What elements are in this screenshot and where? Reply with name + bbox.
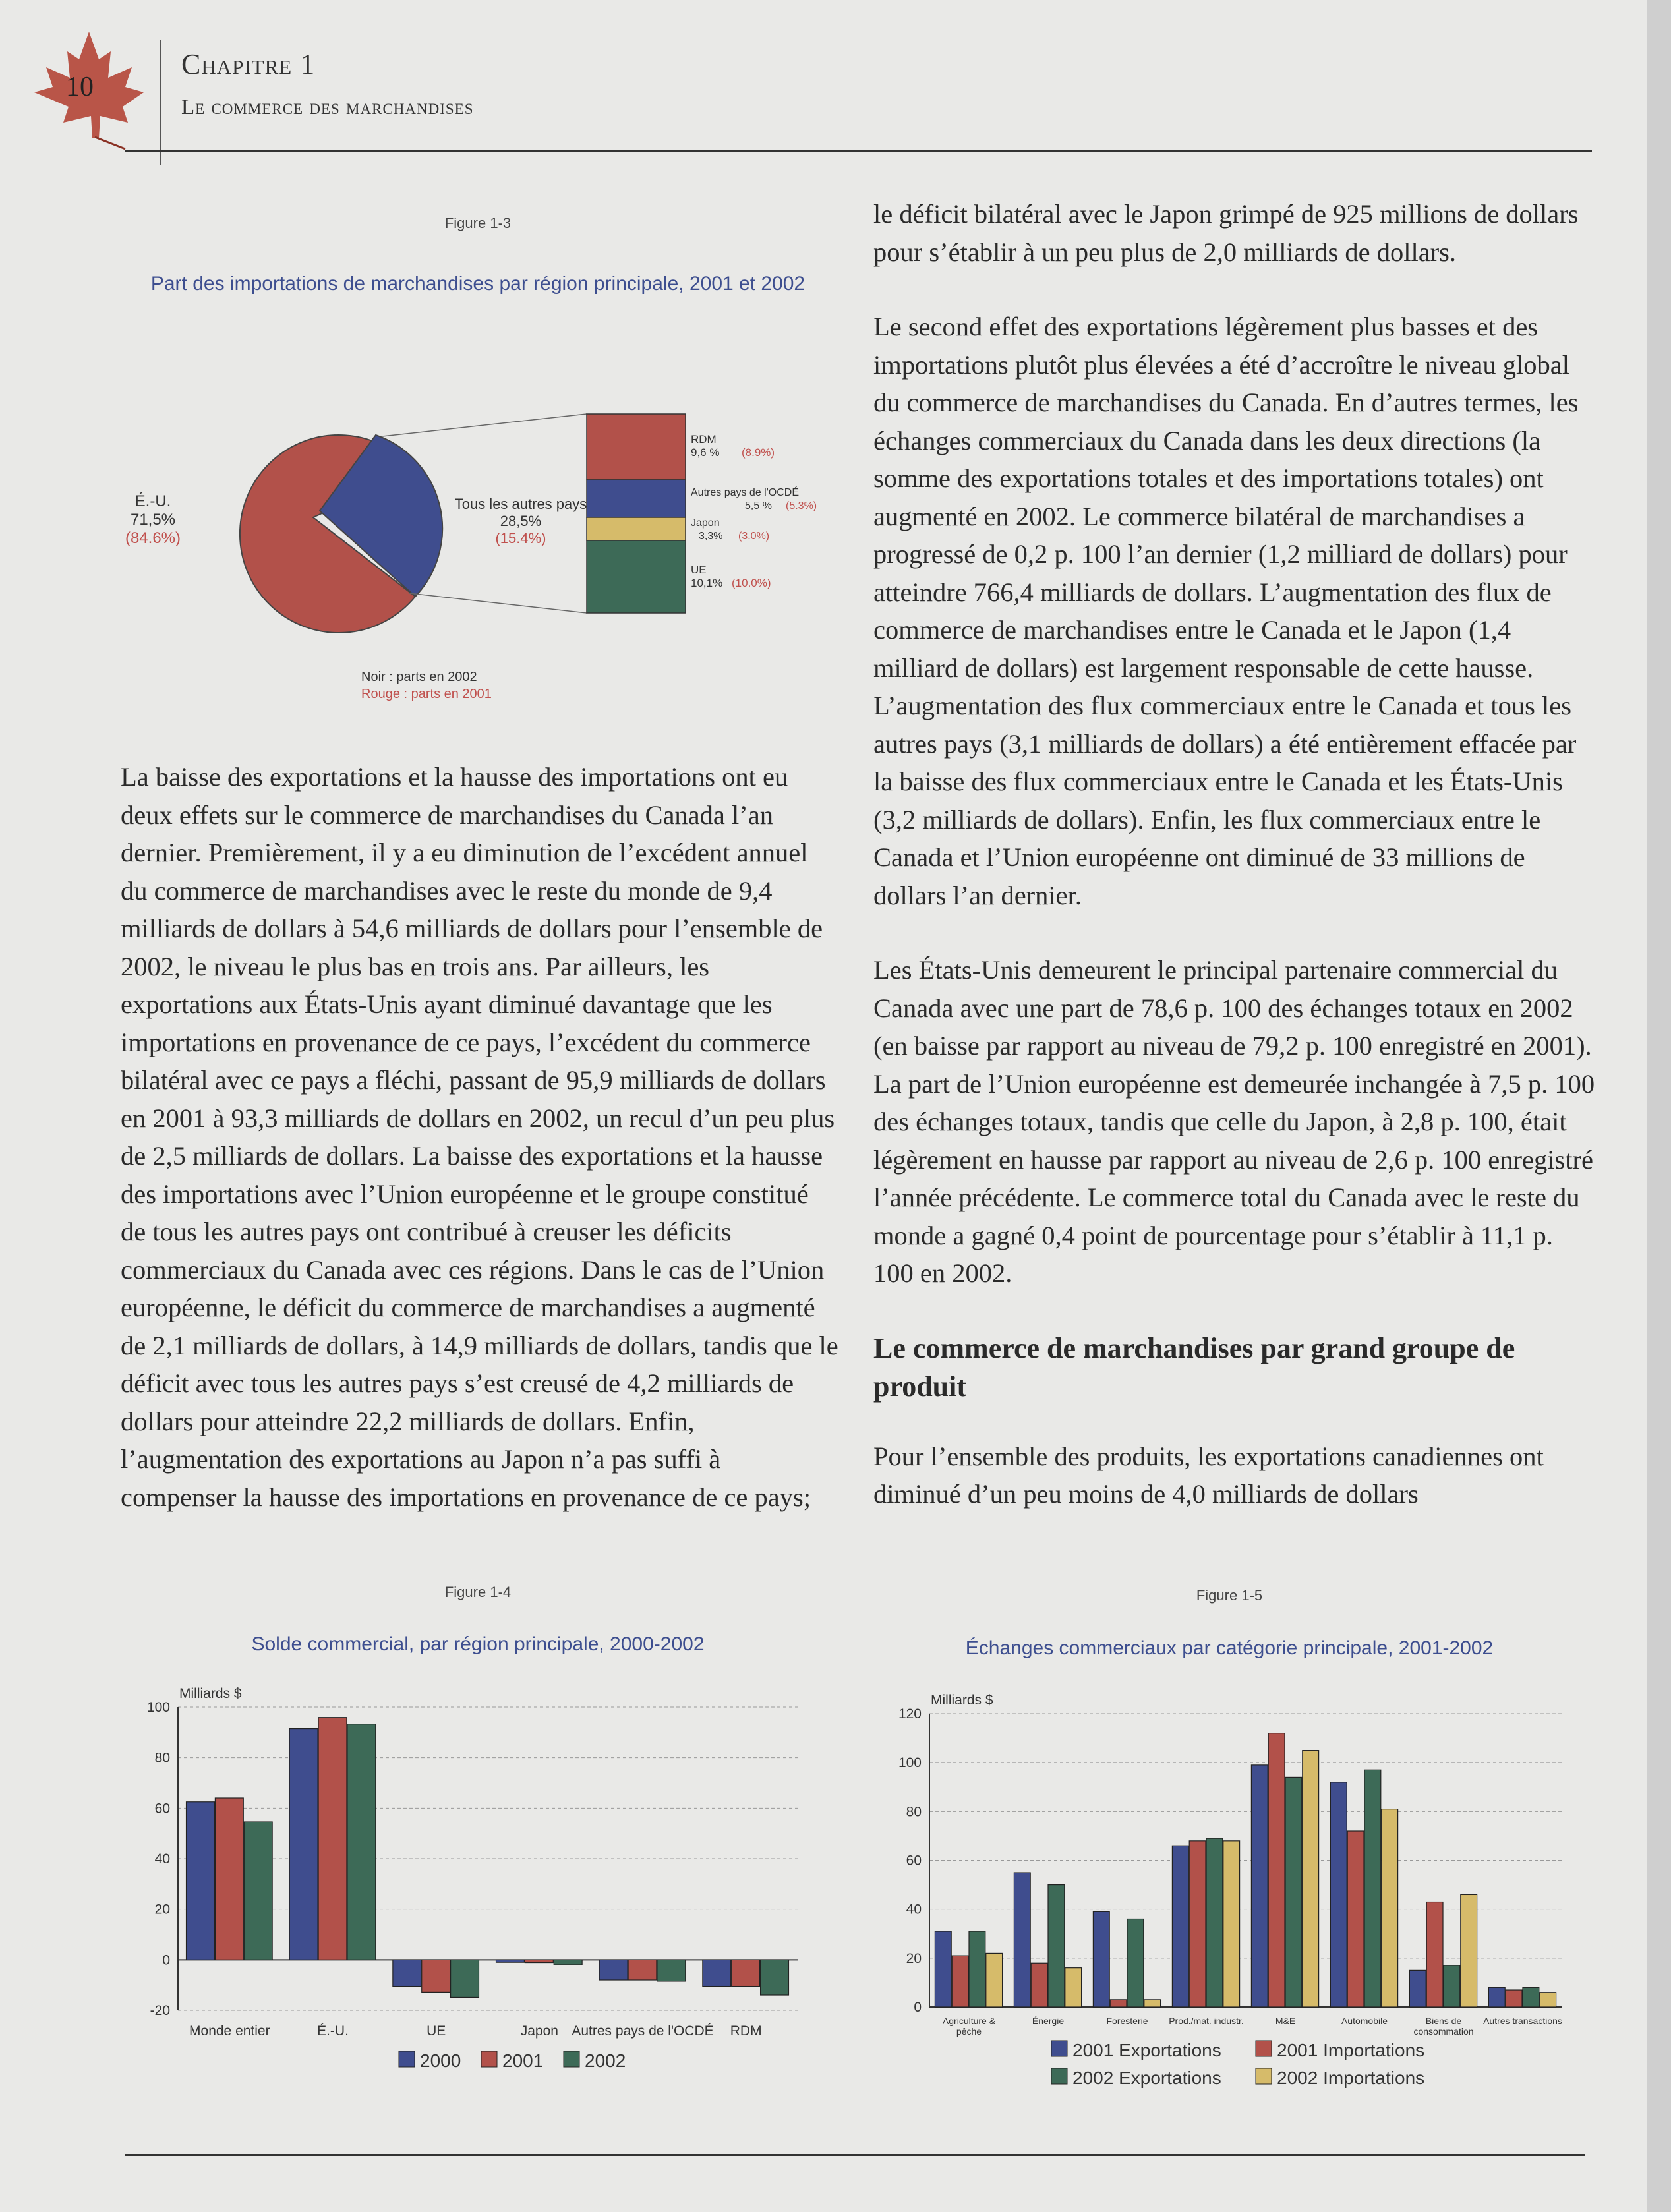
balance-bar xyxy=(347,1724,376,1960)
us-share-2001: (84.6%) xyxy=(125,529,181,547)
category-label: Agriculture & xyxy=(942,2016,996,2026)
legend-swatch xyxy=(1051,2068,1067,2084)
others-label: Tous les autres pays xyxy=(454,496,587,512)
bar-segment-ue xyxy=(587,540,686,613)
japon-share-2002: 3,3% xyxy=(699,531,723,542)
legend-swatch xyxy=(399,2051,415,2067)
category-label: Japon xyxy=(520,2023,558,2039)
y-tick-label: 40 xyxy=(906,1902,922,1917)
bar-segment-rdm xyxy=(587,414,686,480)
y-tick-label: 60 xyxy=(906,1853,922,1869)
note-2001: Rouge : parts en 2001 xyxy=(361,687,492,701)
balance-bar xyxy=(215,1798,243,1960)
category-bar xyxy=(1426,1902,1443,2007)
balance-bar xyxy=(318,1718,347,1960)
left-column xyxy=(121,758,839,1553)
category-bar xyxy=(969,1931,985,2007)
note-2002: Noir : parts en 2002 xyxy=(361,670,477,684)
oecd-share-2001: (5.3%) xyxy=(786,500,817,511)
legend-label: 2001 Importations xyxy=(1277,2040,1425,2060)
balance-bar xyxy=(525,1960,553,1962)
legend-swatch xyxy=(1051,2041,1067,2056)
category-bar xyxy=(1206,1838,1223,2007)
y-axis-title: Milliards $ xyxy=(179,1686,242,1701)
category-bar xyxy=(1014,1873,1030,2007)
y-axis-title: Milliards $ xyxy=(931,1693,993,1708)
figure-1-3-chart xyxy=(119,395,870,633)
balance-bar xyxy=(244,1822,272,1960)
category-bar xyxy=(1251,1765,1268,2007)
balance-bar xyxy=(703,1960,731,1986)
legend-label: 2001 xyxy=(502,2051,544,2071)
category-bar xyxy=(1461,1894,1477,2007)
oecd-share-2002: 5,5 % xyxy=(745,500,772,511)
legend-label: 2000 xyxy=(420,2051,461,2071)
category-label: Autres pays de l'OCDÉ xyxy=(572,2023,714,2039)
category-bar xyxy=(1189,1841,1206,2007)
category-bar xyxy=(1285,1777,1302,2007)
header-divider xyxy=(160,40,161,165)
figure-1-4-title: Solde commercial, par région principale, 2000-2002 xyxy=(251,1633,705,1655)
category-label: Prod./mat. industr. xyxy=(1169,2016,1244,2026)
us-label: É.-U. xyxy=(134,492,171,510)
y-tick-label: -20 xyxy=(150,2003,170,2018)
y-tick-label: 20 xyxy=(154,1902,170,1917)
category-label: É.-U. xyxy=(317,2023,349,2039)
category-bar xyxy=(1330,1782,1347,2007)
y-tick-label: 0 xyxy=(162,1952,170,1968)
chapter-subtitle: Le commerce des marchandises xyxy=(181,96,474,119)
category-label: pêche xyxy=(956,2026,982,2037)
section-heading: Le commerce de marchandises par grand groupe de produit xyxy=(873,1331,1515,1403)
page-edge xyxy=(1647,0,1671,2212)
category-label: Foresterie xyxy=(1106,2016,1148,2026)
category-bar xyxy=(1048,1885,1065,2007)
category-bar xyxy=(1506,1990,1522,2007)
category-bar xyxy=(1127,1919,1144,2008)
y-tick-label: 100 xyxy=(146,1700,170,1715)
category-label: consommation xyxy=(1413,2026,1474,2037)
category-bar xyxy=(986,1953,1003,2007)
legend-label: 2001 Exportations xyxy=(1072,2040,1221,2060)
legend-swatch xyxy=(564,2051,579,2067)
category-label: RDM xyxy=(730,2023,762,2039)
category-bar xyxy=(1223,1841,1240,2007)
footer-rule xyxy=(125,2154,1585,2156)
oecd-label: Autres pays de l'OCDÉ xyxy=(691,487,800,498)
category-label: Autres transactions xyxy=(1483,2016,1562,2026)
category-bar xyxy=(1347,1831,1364,2007)
trade-balance-chart xyxy=(132,1674,831,2083)
category-bar xyxy=(1303,1751,1319,2007)
pie-bar-chart xyxy=(119,395,870,633)
connector-bottom xyxy=(409,593,587,613)
balance-bar xyxy=(732,1960,760,1986)
japon-label: Japon xyxy=(691,517,720,529)
category-bar xyxy=(952,1956,968,2007)
legend-label: 2002 xyxy=(585,2051,626,2071)
category-label: Biens de xyxy=(1425,2016,1462,2026)
category-bar xyxy=(1110,2000,1127,2007)
rdm-share-2001: (8.9%) xyxy=(742,446,775,459)
legend-swatch xyxy=(1256,2068,1272,2084)
y-tick-label: 120 xyxy=(898,1706,922,1722)
paragraph-1: le déficit bilatéral avec le Japon grimpé de 925 millions de dollars pour s’établir à un peu plus de 2,0 milliards de dollars. xyxy=(873,199,1579,267)
category-bar xyxy=(1488,1987,1505,2007)
category-label: Monde entier xyxy=(189,2023,270,2039)
legend-label: 2002 Exportations xyxy=(1072,2068,1221,2088)
category-label: UE xyxy=(426,2023,446,2039)
y-tick-label: 40 xyxy=(154,1851,170,1867)
y-tick-label: 20 xyxy=(906,1950,922,1966)
ue-share-2001: (10.0%) xyxy=(732,577,771,589)
us-share-2002: 71,5% xyxy=(130,511,176,529)
y-tick-label: 80 xyxy=(906,1804,922,1820)
figure-1-5-label: Figure 1-5 xyxy=(1196,1587,1263,1604)
category-bar xyxy=(1144,2000,1161,2007)
paragraph-2: Le second effet des exportations légèrement plus basses et des importations plutôt plus élevées a été d’accroître le niveau global du commerce de marchandises du Canada. En d’autres termes, les échanges commerciaux du Canada dans les deux directions (la somme des exportations totales et des importations totales) ont augmenté en 2002. Le commerce bilatéral de marchandises a progressé de 0,2 p. 100 l’an dernier (1,2 milliard de dollars) pour atteindre 766,4 milliards de dollars. L’augmentation des flux de commerce de marchandises entre le Canada et le Japon (1,4 milliard de dollars) est largement responsable de cette hausse. L’augmentation des flux commerciaux entre le Canada et tous les autres pays (3,1 milliards de dollars) a été entièrement effacée par la baisse des flux commerciaux entre le Canada et les États-Unis (3,2 milliards de dollars). Enfin, les flux commerciaux entre le Canada et l’Union européenne ont diminué de 33 millions de dollars l’an dernier. xyxy=(873,312,1579,910)
page-number: 10 xyxy=(66,72,94,102)
ue-label: UE xyxy=(691,564,707,576)
legend-label: 2002 Importations xyxy=(1277,2068,1425,2088)
rdm-share-2002: 9,6 % xyxy=(691,446,720,459)
category-bar xyxy=(1382,1809,1398,2007)
category-bar xyxy=(1540,1993,1556,2007)
paragraph-left: La baisse des exportations et la hausse des importations ont eu deux effets sur le commerce de marchandises du Canada l’an dernier. Premièrement, il y a eu diminution de l’excédent annuel du commerce de marchandises avec le reste du monde de 9,4 milliards de dollars à 54,6 milliards de dollars pour l’ensemble de 2002, le niveau le plus bas en trois ans. Par ailleurs, les exportations aux États-Unis ayant diminué davantage que les importations en provenance de ce pays, l’excédent du commerce bilatéral avec ce pays a fléchi, passant de 95,9 milliards de dollars en 2001 à 93,3 milliards de dollars en 2002, un recul d’un peu plus de 2,5 milliards de dollars. La baisse des exportations et la hausse des importations avec l’Union européenne et le groupe constitué de tous les autres pays ont contribué à creuser les déficits commerciaux du Canada avec ces régions. Dans le cas de l’Union européenne, le déficit du commerce de marchandises a augmenté de 2,1 milliards de dollars, à 14,9 milliards de dollars, tandis que le déficit avec tous les autres pays s’est creusé de 4,2 milliards de dollars pour atteindre 22,2 milliards de dollars. Enfin, l’augmentation des exportations au Japon n’a pas suffi à compenser la hausse des importations en provenance de ce pays; xyxy=(121,762,838,1512)
right-column xyxy=(873,195,1598,1550)
balance-bar xyxy=(451,1960,479,1997)
y-tick-label: 60 xyxy=(154,1801,170,1817)
balance-bar xyxy=(289,1729,318,1960)
category-bar xyxy=(1172,1846,1188,2007)
category-bar xyxy=(1364,1770,1381,2007)
paragraph-3: Les États-Unis demeurent le principal partenaire commercial du Canada avec une part de 78,6 p. 100 des échanges totaux en 2002 (en baisse par rapport au niveau de 79,2 p. 100 enregistré en 2001). La part de l’Union européenne est demeurée inchangée à 7,5 p. 100 des échanges totaux, tandis que celle du Japon, à 2,8 p. 100, était légèrement en hausse par rapport au niveau de 2,6 p. 100 enregistré l’année précédente. Le commerce total du Canada avec le reste du monde a gagné 0,4 point de pourcentage pour s’établir à 11,1 p. 100 en 2002. xyxy=(873,955,1595,1288)
header-rule xyxy=(125,150,1592,152)
category-bar xyxy=(1268,1733,1285,2007)
category-bar xyxy=(1444,1965,1460,2007)
y-tick-label: 100 xyxy=(898,1755,922,1771)
ue-share-2002: 10,1% xyxy=(691,577,723,589)
category-bar xyxy=(1065,1968,1082,2007)
japon-share-2001: (3.0%) xyxy=(738,531,770,542)
trade-by-category-chart xyxy=(870,1681,1589,2103)
category-bar xyxy=(1031,1963,1047,2007)
balance-bar xyxy=(657,1960,686,1981)
balance-bar xyxy=(496,1960,525,1962)
y-tick-label: 80 xyxy=(154,1750,170,1766)
category-bar xyxy=(1409,1970,1426,2007)
balance-bar xyxy=(554,1960,582,1965)
balance-bar xyxy=(422,1960,450,1992)
legend-swatch xyxy=(1256,2041,1272,2056)
figure-1-4-label: Figure 1-4 xyxy=(444,1584,512,1600)
category-bar xyxy=(1093,1911,1109,2007)
category-bar xyxy=(935,1931,951,2007)
figure-1-3-label: Figure 1-3 xyxy=(444,215,512,231)
category-bar xyxy=(1523,1987,1539,2007)
balance-bar xyxy=(393,1960,421,1986)
balance-bar xyxy=(761,1960,789,1995)
rdm-label: RDM xyxy=(691,433,717,446)
balance-bar xyxy=(599,1960,628,1980)
connector-top xyxy=(382,414,587,436)
category-label: Énergie xyxy=(1032,2016,1065,2026)
others-share-2001: (15.4%) xyxy=(495,530,546,546)
chapter-title: Chapitre 1 xyxy=(181,48,316,80)
paragraph-4: Pour l’ensemble des produits, les exportations canadiennes ont diminué d’un peu moins de 4,0 milliards de dollars xyxy=(873,1441,1544,1509)
balance-bar xyxy=(187,1802,215,1960)
legend-swatch xyxy=(481,2051,497,2067)
figure-1-5-title: Échanges commerciaux par catégorie principale, 2001-2002 xyxy=(965,1637,1494,1659)
category-label: M&E xyxy=(1275,2016,1296,2026)
y-tick-label: 0 xyxy=(914,2000,922,2015)
bar-segment-oecd xyxy=(587,480,686,517)
others-share-2002: 28,5% xyxy=(500,513,542,529)
category-label: Automobile xyxy=(1341,2016,1388,2026)
bar-segment-japon xyxy=(587,517,686,540)
figure-1-3-title: Part des importations de marchandises par région principale, 2001 et 2002 xyxy=(150,273,806,295)
balance-bar xyxy=(628,1960,657,1980)
